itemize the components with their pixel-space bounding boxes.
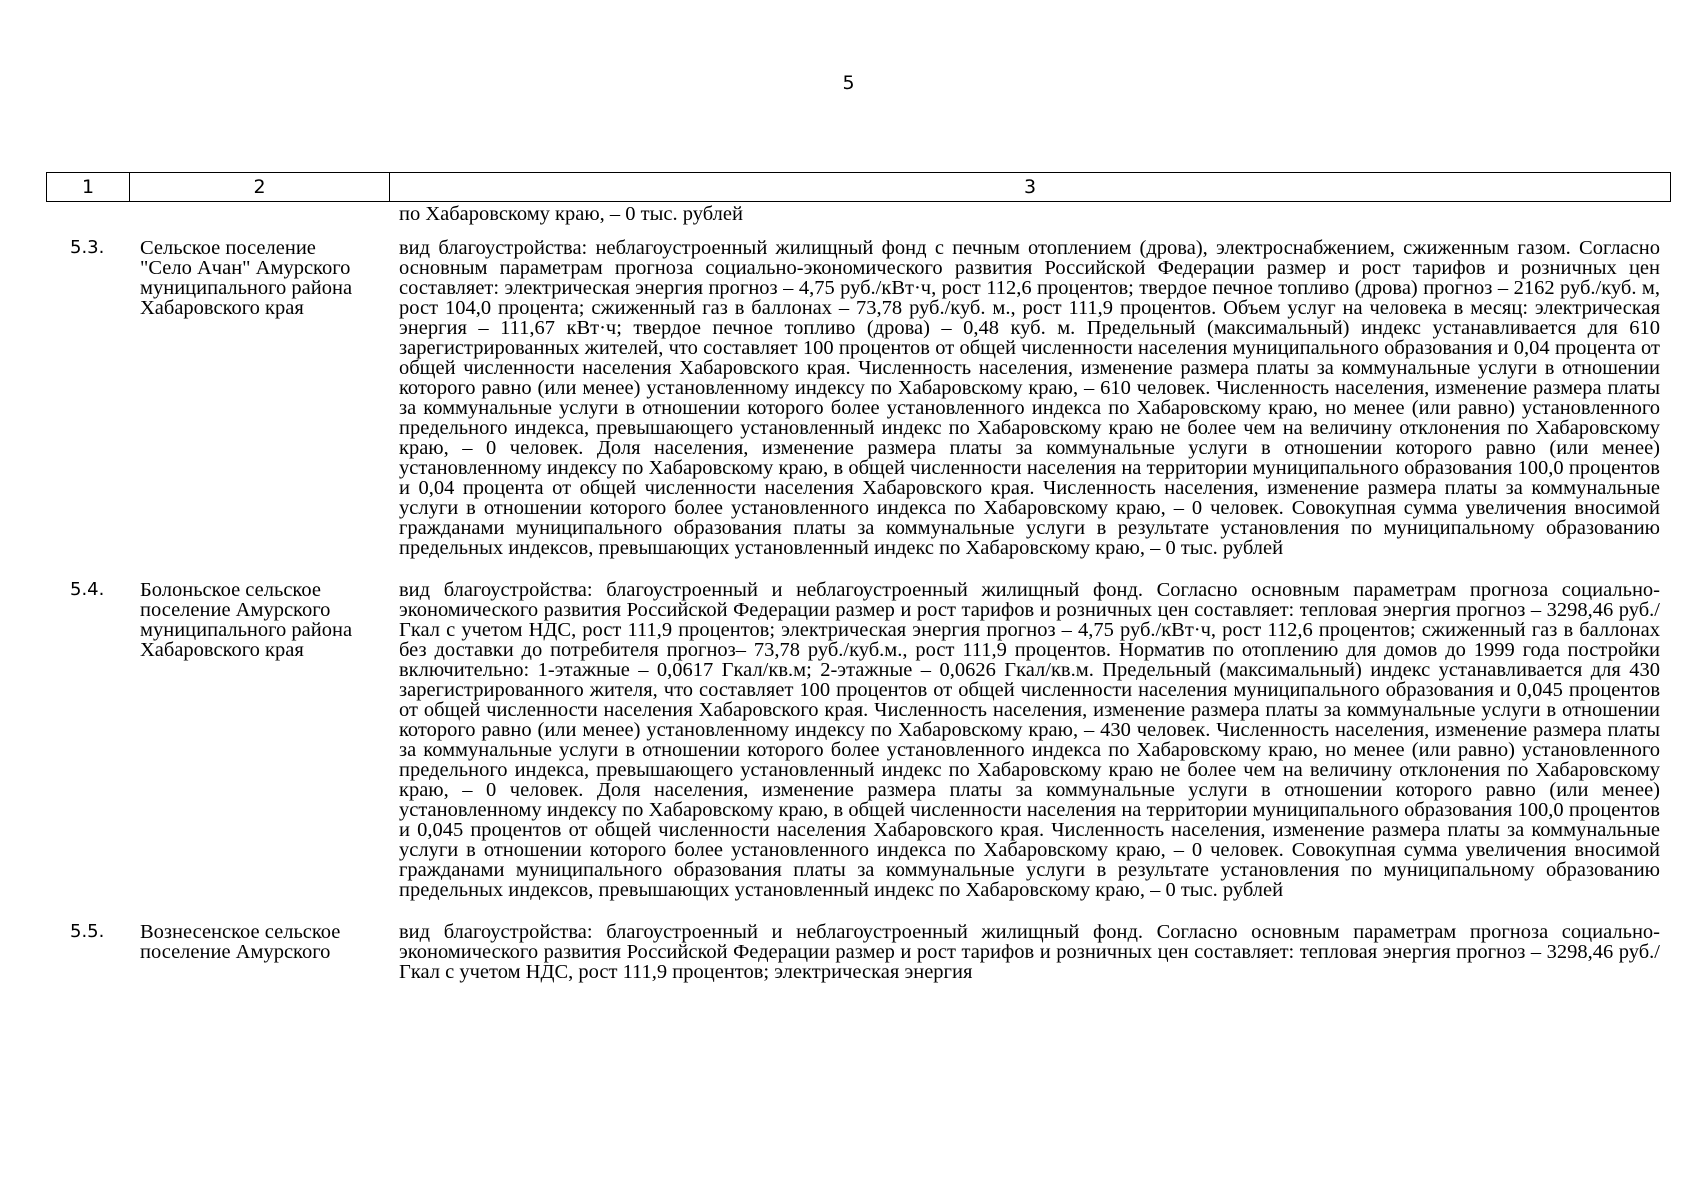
table-row — [0, 920, 1697, 982]
column-number-3: 3 — [1023, 176, 1037, 198]
page-number: 5 — [842, 72, 855, 94]
settlement-name: Болоньское сельское поселение Амурского муниципального района Хабаровского края — [140, 579, 353, 661]
row-description: вид благоустройства: благоустроенный и неблагоустроенный жилищный фонд. Согласно основным параметрам прогноза социально-экономического развития Российской Федерации размер и рост тарифов и розничных цен составляет: тепловая энергия прогноз – 3298,46 руб./Гкал с учетом НДС, рост 111,9 процентов; электрическая энергия прогноз – 4,75 руб./кВт·ч, рост 112,6 процентов; сжиженный газ в баллонах без доставки до потребителя прогноз– 73,78 руб./куб.м., рост 111,9 процентов. Норматив по отоплению для домов до 1999 года постройки включительно: 1-этажные – 0,0617 Гкал/кв.м; 2-этажные – 0,0626 Гкал/кв.м. Предельный (максимальный) индекс устанавливается для 430 зарегистрированного жителя, что составляет 100 процентов от общей численности населения муниципального образования и 0,045 процентов от общей численности населения Хабаровского края. Численность населения, изменение размера платы за коммунальные услуги в отношении которого равно (или менее) установленному индексу по Хабаровскому краю, – 430 человек. Численность населения, изменение размера платы за коммунальные услуги в отношении которого более установленного индекса по Хабаровскому краю, но менее (или равно) установленного предельного индекса, превышающего установленный индекс по Хабаровскому краю не более чем на величину отклонения по Хабаровскому краю, – 0 человек. Доля населения, изменение размера платы за коммунальные услуги в отношении которого равно (или менее) установленному индексу по Хабаровскому краю, в общей численности населения на территории муниципального образования 100,0 процентов и 0,045 процентов от общей численности населения Хабаровского края. Численность населения, изменение размера платы за коммунальные услуги в отношении которого более установленного индекса по Хабаровскому краю, – 0 человек. Совокупная сумма увеличения вносимой гражданами муниципального образования платы за коммунальные услуги в результате установления по муниципальному образованию предельных индексов, превышающих установленный индекс по Хабаровскому краю, – 0 тыс. рублей — [399, 579, 1660, 901]
continuation-text: по Хабаровскому краю, – 0 тыс. рублей — [399, 203, 743, 225]
column-number-1: 1 — [47, 173, 130, 201]
row-description: вид благоустройства: неблагоустроенный жилищный фонд с печным отоплением (дрова), электроснабжением, сжиженным газом. Согласно основным параметрам прогноза социально-экономического развития Российской Федерации размер и рост тарифов и розничных цен составляет: электрическая энергия прогноз – 4,75 руб./кВт·ч, рост 112,6 процентов; твердое печное топливо (дрова) прогноз – 2162 руб./куб. м, рост 104,0 процента; сжиженный газ в баллонах – 73,78 руб./куб. м., рост 111,9 процентов. Объем услуг на человека в месяц: электрическая энергия – 111,67 кВт·ч; твердое печное топливо (дрова) – 0,48 куб. м. Предельный (максимальный) индекс устанавливается для 610 зарегистрированных жителей, что составляет 100 процентов от общей численности населения муниципального образования и 0,04 процента от общей численности населения Хабаровского края. Численность населения, изменение размера платы за коммунальные услуги в отношении которого равно (или менее) установленному индексу по Хабаровскому краю, – 610 человек. Численность населения, изменение размера платы за коммунальные услуги в отношении которого более установленного индекса по Хабаровскому краю, но менее (или равно) установленного предельного индекса, превышающего установленный индекс по Хабаровскому краю не более чем на величину отклонения по Хабаровскому краю, – 0 человек. Доля населения, изменение размера платы за коммунальные услуги в отношении которого равно (или менее) установленному индексу по Хабаровскому краю, в общей численности населения на территории муниципального образования 100,0 процентов и 0,04 процента от общей численности населения Хабаровского края. Численность населения, изменение размера платы за коммунальные услуги в отношении которого более установленного индекса по Хабаровскому краю, – 0 человек. Совокупная сумма увеличения вносимой гражданами муниципального образования платы за коммунальные услуги в результате установления по муниципальному образованию предельных индексов, превышающих установленный индекс по Хабаровскому краю, – 0 тыс. рублей — [399, 237, 1660, 559]
row-number: 5.3. — [70, 237, 105, 258]
table-column-header — [46, 172, 1671, 202]
settlement-name: Сельское поселение "Село Ачан" Амурского муниципального района Хабаровского края — [140, 237, 353, 319]
table-body — [0, 204, 1697, 1002]
table-row — [0, 578, 1697, 900]
row-number: 5.4. — [70, 579, 105, 600]
row-description: вид благоустройства: благоустроенный и неблагоустроенный жилищный фонд. Согласно основным параметрам прогноза социально-экономического развития Российской Федерации размер и рост тарифов и розничных цен составляет: тепловая энергия прогноз – 3298,46 руб./Гкал с учетом НДС, рост 111,9 процентов; электрическая энергия — [399, 921, 1660, 983]
column-number-2: 2 — [130, 173, 390, 201]
settlement-name: Вознесенское сельское поселение Амурского — [140, 921, 341, 963]
table-row — [0, 236, 1697, 558]
row-number: 5.5. — [70, 921, 105, 942]
